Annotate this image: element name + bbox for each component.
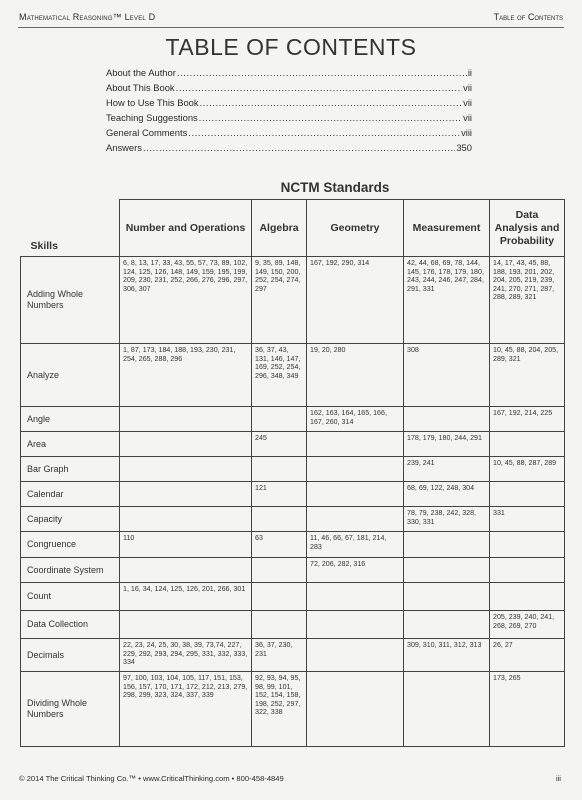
toc-leader-dots (188, 127, 460, 138)
page-list-cell (252, 583, 307, 611)
page-list-cell: 308 (404, 344, 490, 407)
table-row (21, 672, 565, 747)
page-list-cell (307, 482, 404, 507)
toc-entry-page: vii (463, 97, 472, 108)
skill-cell: Area (21, 432, 120, 457)
page-list-cell: 14, 17, 43, 45, 88, 188, 193, 201, 202, 204, 205, 219, 239, 241, 270, 271, 287, 288, 289, 321 (490, 257, 565, 344)
page-list-cell (120, 558, 252, 583)
page-list-cell (307, 611, 404, 639)
skills-header: Skills (21, 200, 120, 257)
table-row (21, 257, 565, 344)
toc-entry-label: About This Book (106, 82, 175, 93)
page-list-cell: 239, 241 (404, 457, 490, 482)
page-list-cell (120, 507, 252, 532)
page-list-cell (252, 507, 307, 532)
page-list-cell: 63 (252, 532, 307, 558)
toc-leader-dots (177, 67, 467, 78)
page-list-cell (307, 672, 404, 747)
page-list-cell: 78, 79, 238, 242, 328, 330, 331 (404, 507, 490, 532)
page-title: TABLE OF CONTENTS (165, 34, 417, 60)
table-row (21, 482, 565, 507)
toc-leader-dots (143, 142, 455, 153)
page-list-cell: 26, 27 (490, 639, 565, 672)
page-list-cell (307, 639, 404, 672)
page-list-cell: 173, 265 (490, 672, 565, 747)
page-list-cell (120, 457, 252, 482)
page-list-cell: 72, 206, 282, 316 (307, 558, 404, 583)
page-list-cell (490, 432, 565, 457)
table-row (21, 611, 565, 639)
toc-entry-label: About the Author (106, 67, 176, 78)
toc-entry-label: Answers (106, 142, 142, 153)
column-header: Data Analysis and Probability (490, 200, 565, 257)
toc-entry-label: Teaching Suggestions (106, 112, 198, 123)
skill-cell: Angle (21, 407, 120, 432)
page-list-cell: 10, 45, 88, 204, 205, 289, 321 (490, 344, 565, 407)
page-list-cell (404, 407, 490, 432)
page-list-cell (120, 611, 252, 639)
page-list-cell (404, 672, 490, 747)
page-list-cell (404, 611, 490, 639)
page-list-cell (307, 457, 404, 482)
skill-cell: Analyze (21, 344, 120, 407)
skill-cell: Decimals (21, 639, 120, 672)
page-list-cell (252, 611, 307, 639)
toc-entry-label: General Comments (106, 127, 188, 138)
toc-entry-label: How to Use This Book (106, 97, 199, 108)
page-list-cell (120, 432, 252, 457)
toc-leader-dots (200, 97, 463, 108)
skill-cell: Bar Graph (21, 457, 120, 482)
toc-entry[interactable] (106, 82, 472, 97)
skill-cell: Count (21, 583, 120, 611)
page-list-cell: 22, 23, 24, 25, 30, 38, 39, 73,74, 227, 229, 292, 293, 294, 295, 331, 332, 333, 334 (120, 639, 252, 672)
toc-entry[interactable] (106, 112, 472, 127)
page-list-cell (252, 407, 307, 432)
page-list-cell: 121 (252, 482, 307, 507)
page-list-cell (490, 558, 565, 583)
page-list-cell: 178, 179, 180, 244, 291 (404, 432, 490, 457)
page-list-cell: 19, 20, 280 (307, 344, 404, 407)
page-list-cell: 205, 239, 240, 241, 268, 269, 270 (490, 611, 565, 639)
page-list-cell (120, 407, 252, 432)
table-row (21, 507, 565, 532)
table-row (21, 583, 565, 611)
table-row (21, 558, 565, 583)
page-list-cell: 1, 16, 34, 124, 125, 126, 201, 266, 301 (120, 583, 252, 611)
toc-entry-page: vii (463, 82, 472, 93)
toc-leader-dots (176, 82, 463, 93)
skill-cell: Capacity (21, 507, 120, 532)
table-row (21, 407, 565, 432)
page-list-cell (404, 583, 490, 611)
toc-entry-page: vii (463, 112, 472, 123)
skill-cell: Congruence (21, 532, 120, 558)
page-list-cell: 1, 87, 173, 184, 188, 193, 230, 231, 254, 265, 288, 296 (120, 344, 252, 407)
page-list-cell: 36, 37, 230, 231 (252, 639, 307, 672)
page-list-cell: 92, 93, 94, 95, 98, 99, 101, 152, 154, 158, 198, 252, 297, 322, 338 (252, 672, 307, 747)
page-list-cell (404, 532, 490, 558)
toc-entry-page: viii (461, 127, 472, 138)
page-list-cell (490, 482, 565, 507)
column-header: Measurement (404, 200, 490, 257)
column-header: Number and Operations (120, 200, 252, 257)
skill-cell: Data Collection (21, 611, 120, 639)
table-row (21, 457, 565, 482)
toc-entry-page: 350 (456, 142, 472, 153)
skill-cell: Dividing Whole Numbers (21, 672, 120, 747)
column-header: Algebra (252, 200, 307, 257)
standards-title: NCTM Standards (280, 180, 390, 195)
table-row (21, 344, 565, 407)
page-list-cell (490, 583, 565, 611)
toc-list (106, 67, 472, 157)
page-list-cell: 331 (490, 507, 565, 532)
page-number: iii (555, 774, 561, 783)
page-list-cell (252, 457, 307, 482)
table-row (21, 532, 565, 558)
page-list-cell: 110 (120, 532, 252, 558)
table-row (21, 432, 565, 457)
page-list-cell: 97, 100, 103, 104, 105, 117, 151, 153, 156, 157, 170, 171, 172, 212, 213, 279, 298, 299, 323, 324, 337, 339 (120, 672, 252, 747)
skill-cell: Adding Whole Numbers (21, 257, 120, 344)
page-list-cell: 245 (252, 432, 307, 457)
page-list-cell (404, 558, 490, 583)
table-body (21, 257, 565, 747)
page-list-cell: 42, 44, 68, 69, 78, 144, 145, 176, 178, 179, 180, 243, 244, 246, 247, 284, 291, 331 (404, 257, 490, 344)
page-list-cell: 36, 37, 43, 131, 146, 147, 169, 252, 254, 296, 348, 349 (252, 344, 307, 407)
page-list-cell (307, 583, 404, 611)
page-list-cell (307, 507, 404, 532)
toc-leader-dots (199, 112, 462, 123)
toc-entry-page: ii (467, 67, 472, 78)
page-list-cell: 309, 310, 311, 312, 313 (404, 639, 490, 672)
toc-entry[interactable] (106, 142, 472, 157)
page-list-cell: 9, 35, 89, 148, 149, 150, 200, 252, 254, 274, 297 (252, 257, 307, 344)
header-rule (18, 27, 564, 28)
page-list-cell: 167, 192, 214, 225 (490, 407, 565, 432)
page-list-cell: 10, 45, 88, 287, 289 (490, 457, 565, 482)
page-list-cell: 68, 69, 122, 248, 304 (404, 482, 490, 507)
page-list-cell (490, 532, 565, 558)
page-list-cell: 6, 8, 13, 17, 33, 43, 55, 57, 73, 89, 102, 124, 125, 126, 148, 149, 159, 195, 199, 209, 230, 231, 252, 266, 276, 296, 297, 306, 307 (120, 257, 252, 344)
header-book-title: Mathematical Reasoning™ Level D (19, 12, 156, 22)
page-list-cell: 167, 192, 290, 314 (307, 257, 404, 344)
skill-cell: Calendar (21, 482, 120, 507)
page-list-cell: 11, 46, 66, 67, 181, 214, 283 (307, 532, 404, 558)
standards-table (20, 199, 565, 747)
page-list-cell (120, 482, 252, 507)
toc-entry[interactable] (106, 97, 472, 112)
toc-entry[interactable] (106, 127, 472, 142)
footer-copyright: © 2014 The Critical Thinking Co.™ • www.CriticalThinking.com • 800-458-4849 (19, 774, 284, 783)
column-header: Geometry (307, 200, 404, 257)
skill-cell: Coordinate System (21, 558, 120, 583)
toc-entry[interactable] (106, 67, 472, 82)
page-list-cell (307, 432, 404, 457)
table-row (21, 639, 565, 672)
page-list-cell: 162, 163, 164, 165, 166, 167, 260, 314 (307, 407, 404, 432)
table-header-row (21, 200, 565, 257)
page-list-cell (252, 558, 307, 583)
header-section-title: Table of Contents (493, 12, 563, 22)
